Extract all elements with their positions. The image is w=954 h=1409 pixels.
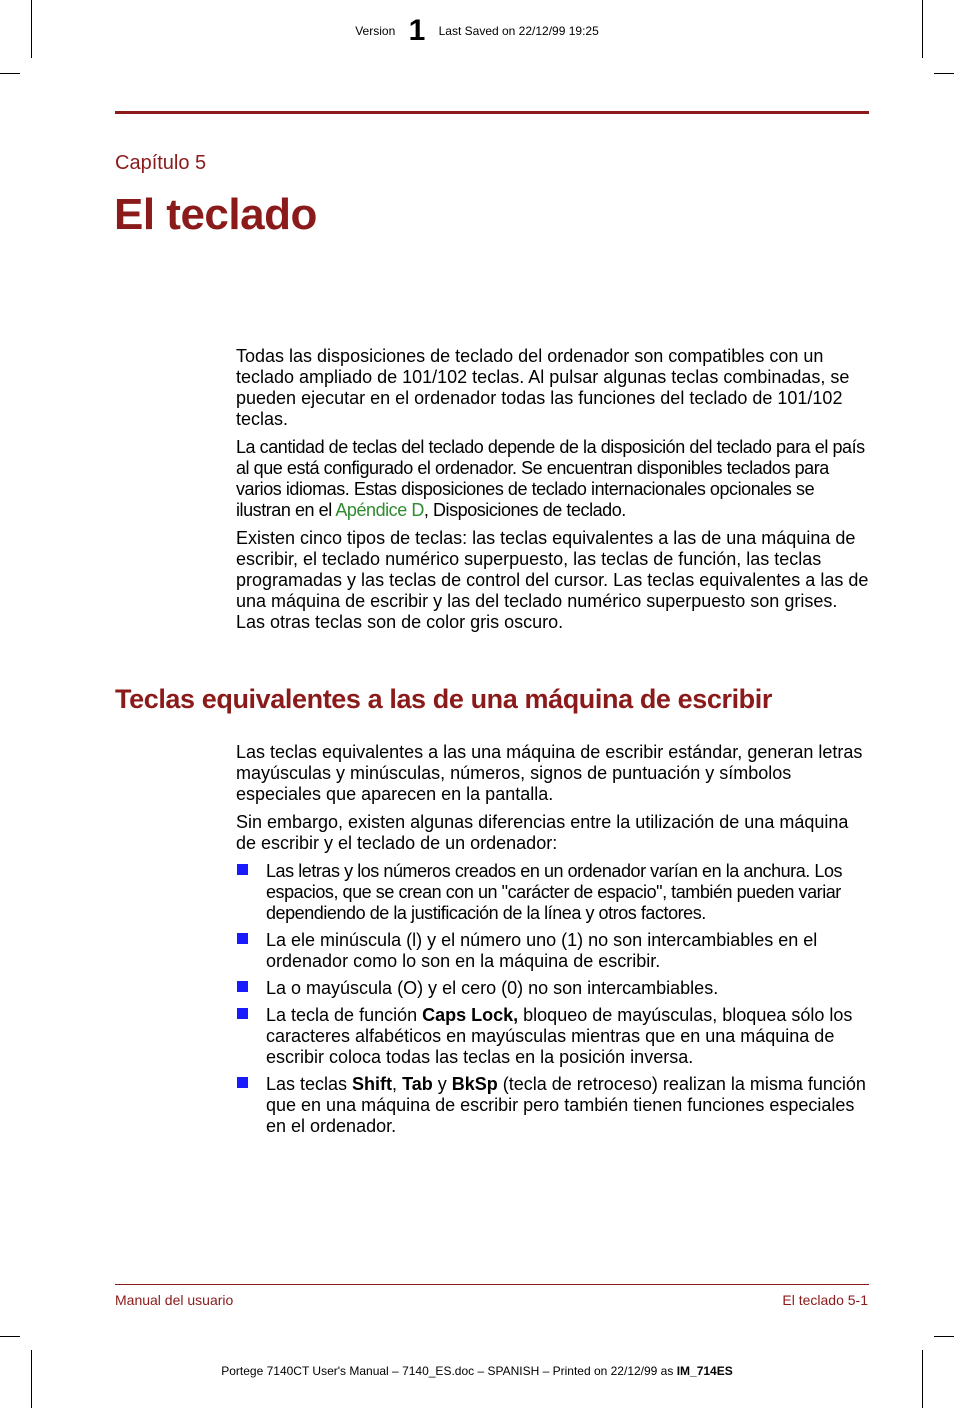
list-item [236,1005,870,1068]
list-item-text: La o mayúscula (O) y el cero (0) no son intercambiables. [266,978,719,998]
crop-mark [934,73,954,74]
footer-manual-name: Manual del usuario [115,1292,234,1308]
section-paragraph-2: Sin embargo, existen algunas diferencias entre la utilización de una máquina de escribir y el teclado de un ordenador: [236,812,849,853]
intro-paragraph-1: Todas las disposiciones de teclado del ordenador son compatibles con un teclado ampliado de 101/102 teclas. Al pulsar algunas teclas combinadas, se pueden ejecutar en el ordenador todas las funciones del teclado de 101/102 teclas. [236,346,850,429]
square-bullet-icon [237,1077,248,1088]
section-heading: Teclas equivalentes a las de una máquina de escribir [115,684,772,714]
intro-p2-text-after: , Disposiciones de teclado. [423,500,626,520]
list-item [236,978,870,999]
typewriter-keys-section [236,742,870,1143]
list-item [236,930,870,972]
version-header [0,14,954,47]
intro-p2-text-before: La cantidad de teclas del teclado depende de la disposición del teclado para el país al que está configurado el ordenador. Se encuentran disponibles teclados para varios idiomas. Estas disposiciones de teclado internacionales opcionales se ilustran en el [236,437,865,520]
print-info-text: Portege 7140CT User's Manual – 7140_ES.doc – SPANISH – Printed on 22/12/99 as [221,1364,677,1378]
version-number: 1 [408,14,426,47]
footer-rule [115,1284,869,1285]
intro-section [236,346,870,640]
list-item-text: La ele minúscula (l) y el número uno (1) no son intercambiables en el ordenador como lo son en la máquina de escribir. [266,930,818,971]
intro-paragraph-2 [236,437,870,521]
intro-paragraph-3: Existen cinco tipos de teclas: las teclas equivalentes a las de una máquina de escribir, el teclado numérico superpuesto, las teclas de función, las teclas programadas y las teclas de control del cursor. Las teclas equivalentes a las de una máquina de escribir y las del teclado numérico superpuesto son grises. Las otras teclas son de color gris oscuro. [236,528,869,632]
last-saved: Last Saved on 22/12/99 19:25 [438,24,599,38]
list-item [236,1074,870,1137]
crop-mark [0,73,20,74]
crop-mark [922,1350,923,1408]
crop-mark [0,1336,20,1337]
footer-page-number: El teclado 5-1 [782,1292,868,1308]
list-item-text: Las letras y los números creados en un ordenador varían en la anchura. Los espacios, que se crean con un "carácter de espacio", también pueden variar dependiendo de la justificación de la línea y otros factores. [266,861,843,923]
square-bullet-icon [237,933,248,944]
shift-key-name: Shift [352,1074,393,1094]
section-paragraph-1: Las teclas equivalentes a las una máquina de escribir estándar, generan letras mayúsculas y minúsculas, números, signos de puntuación y símbolos especiales que aparecen en la pantalla. [236,742,863,804]
list-item-text-after: bloqueo de mayúsculas, bloquea sólo los caracteres alfabéticos en mayúsculas mientras que en una máquina de escribir coloca todas las teclas en la posición inversa. [266,1005,853,1067]
list-item-text-before: La tecla de función [266,1005,423,1025]
version-label: Version [355,24,396,38]
print-code: IM_714ES [676,1364,733,1378]
tab-key-name: Tab [402,1074,433,1094]
list-item-text: Las teclas [266,1074,353,1094]
list-item-text: , [392,1074,403,1094]
bksp-key-name: BkSp [451,1074,498,1094]
list-item-text: (tecla de retroceso) realizan la misma función que en una máquina de escribir pero también tienen funciones especiales en el ordenador. [266,1074,866,1136]
caps-lock-key-name: Caps Lock, [422,1005,519,1025]
differences-list [236,861,870,1137]
page-title: El teclado [114,190,317,239]
appendix-d-link[interactable]: Apéndice D [335,500,424,520]
top-rule [115,111,869,114]
crop-mark [31,1350,32,1408]
square-bullet-icon [237,864,248,875]
print-info [0,1364,954,1378]
crop-mark [934,1336,954,1337]
list-item-text: y [432,1074,452,1094]
square-bullet-icon [237,1008,248,1019]
square-bullet-icon [237,981,248,992]
chapter-label: Capítulo 5 [115,152,207,174]
list-item [236,861,870,924]
